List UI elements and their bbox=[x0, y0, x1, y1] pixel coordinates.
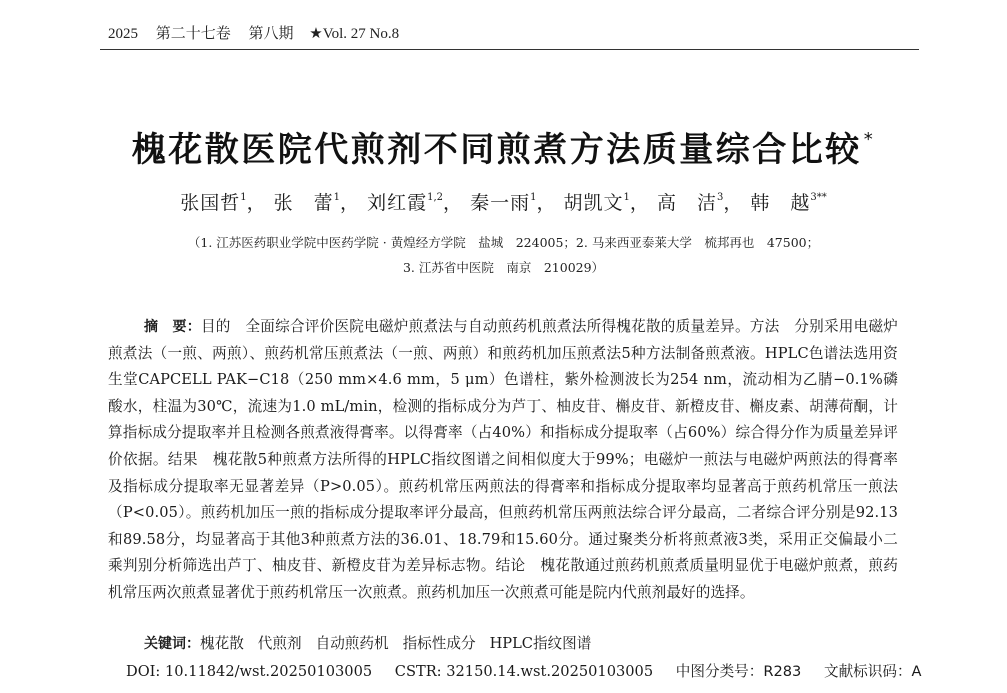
keyword: 自动煎药机 bbox=[315, 635, 389, 652]
author-name: 张 蕾 bbox=[273, 192, 334, 214]
doi: DOI: 10.11842/wst.20250103005 bbox=[126, 663, 373, 680]
document-code: 文献标识码：A bbox=[823, 663, 922, 680]
author-affiliation-mark: 1 bbox=[623, 192, 630, 203]
author-name: 张国哲 bbox=[180, 192, 241, 214]
keywords bbox=[144, 632, 605, 653]
clc-number: 中图分类号：R283 bbox=[675, 663, 802, 680]
affiliation-line-2: 3. 江苏省中医院 南京 210029） bbox=[402, 260, 605, 275]
author-name: 秦一雨 bbox=[470, 192, 531, 214]
author-name: 胡凯文 bbox=[563, 192, 624, 214]
author-affiliation-mark: 1 bbox=[530, 192, 537, 203]
abstract-text: 目的 全面综合评价医院电磁炉煎煮法与自动煎药机煎煮法所得槐花散的质量差异。方法 分别采用电磁炉煎煮法（一煎、两煎）、煎药机常压煎煮法（一煎、两煎）和煎药机加压煎煮法5种方法制备煎煮液。HPLC色谱法选用资生堂CAPCELL PAK−C18（250 mm×4.6 mm，5 μm）色谱柱，紫外检测波长为254 nm，流动相为乙腈−0.1%磷酸水，柱温为30℃，流速为1.0 mL/min，检测的指标成分为芦丁、柚皮苷、槲皮苷、新橙皮苷、槲皮素、胡薄荷酮，计算指标成分提取率并且检测各煎煮液得膏率。以得膏率（占40%）和指标成分提取率（占60%）综合得分作为质量差异评价依据。结果 槐花散5种煎煮方法所得的HPLC指纹图谱之间相似度大于99%；电磁炉一煎法与电磁炉两煎法的得膏率及指标成分提取率无显著差异（P>0.05）。煎药机常压两煎法的得膏率和指标成分提取率均显著高于煎药机常压一煎法（P<0.05）。煎药机加压一煎的指标成分提取率评分最高，但煎药机常压两煎法综合评分最高，二者综合评分别是92.13和89.58分，均显著高于其他3种煎煮方法的36.01、18.79和15.60分。通过聚类分析将煎煮液3类，采用正交偏最小二乘判别分析筛选出芦丁、柚皮苷、新橙皮苷为差异标志物。结论 槐花散通过煎药机煎煮质量明显优于电磁炉煎煮，煎药机常压两次煎煮显著优于煎药机常压一次煎煮。煎药机加压一次煎煮可能是院内代煎剂最好的选择。 bbox=[108, 318, 898, 601]
affiliation-line-1: （1. 江苏医药职业学院中医药学院 · 黄煌经方学院 盐城 224005；2. 马来西亚泰莱大学 梳邦再也 47500； bbox=[187, 235, 820, 250]
author-affiliation-mark: 3 bbox=[716, 192, 724, 203]
header-issue-cn: 第八期 bbox=[248, 26, 294, 42]
title-footnote-mark: * bbox=[863, 129, 876, 150]
header-divider bbox=[100, 49, 919, 50]
paper-title bbox=[0, 122, 1007, 171]
header-year: 2025 bbox=[108, 26, 138, 42]
keyword: 指标性成分 bbox=[402, 635, 476, 652]
keyword: HPLC指纹图谱 bbox=[489, 635, 592, 652]
author-list: 张国哲$^1$， 张 蕾$^1$， 刘红霞$^{1,2}$， 秦一雨$^1$， 胡凯文$^1$， 高 洁$^3$， 韩 越$^{3**}$ bbox=[180, 192, 827, 214]
author-affiliation-mark: 3** bbox=[810, 192, 827, 203]
author-affiliation-mark: 1 bbox=[240, 192, 247, 203]
keyword: 代煎剂 bbox=[257, 635, 302, 652]
header-volume-en: ★Vol. 27 No.8 bbox=[309, 26, 400, 42]
abstract bbox=[108, 314, 898, 607]
cstr: CSTR: 32150.14.wst.20250103005 bbox=[394, 663, 654, 680]
keyword: 槐花散 bbox=[200, 635, 244, 652]
header-volume-cn: 第二十七卷 bbox=[155, 26, 231, 42]
article-identifiers bbox=[126, 660, 940, 681]
keywords-label: 关键词： bbox=[144, 636, 200, 652]
author-affiliation-mark: 1 bbox=[333, 192, 341, 203]
author-name: 高 洁 bbox=[656, 192, 717, 214]
abstract-label: 摘 要： bbox=[144, 319, 201, 335]
author-name: 韩 越 bbox=[750, 192, 811, 214]
paper-title-text: 槐花散医院代煎剂不同煎煮方法质量综合比较 bbox=[131, 130, 862, 170]
journal-header bbox=[108, 22, 413, 43]
author-name: 刘红霞 bbox=[367, 192, 428, 214]
author-affiliation-mark: 1,2 bbox=[427, 192, 444, 203]
